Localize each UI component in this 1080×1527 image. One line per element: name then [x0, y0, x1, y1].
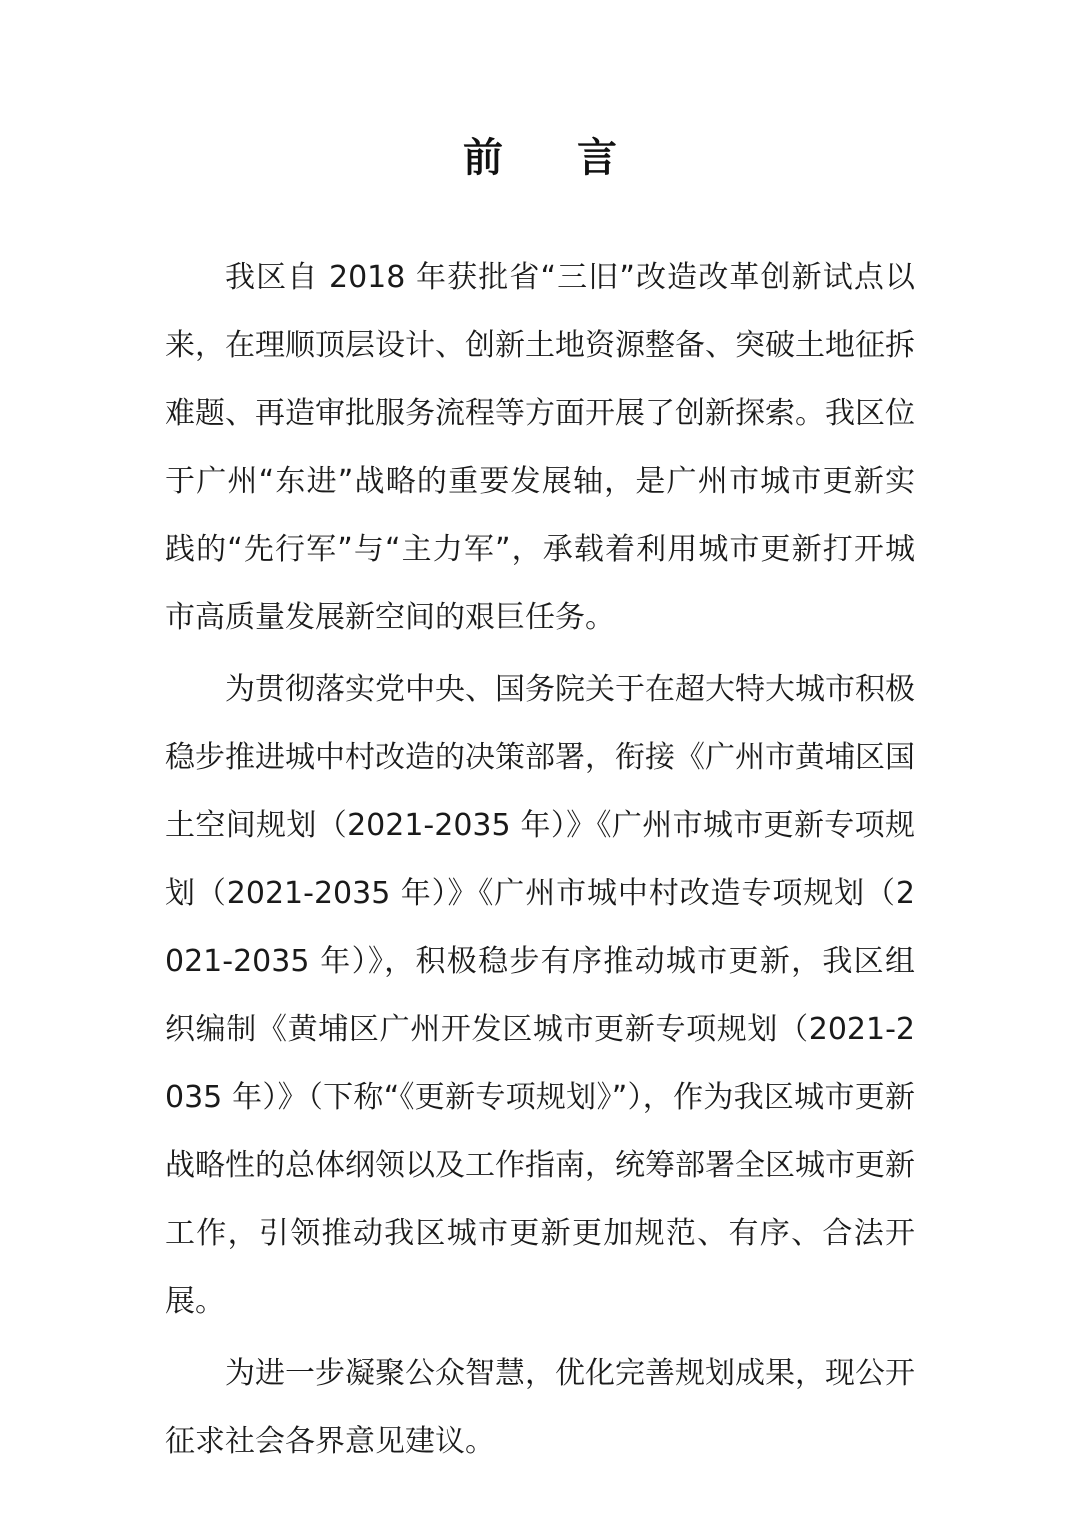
document-body: [165, 244, 915, 1480]
paragraph-planning: 为贯彻落实党中央、国务院关于在超大特大城市积极稳步推进城中村改造的决策部署，衔接《广州市黄埔区国土空间规划（2021-2035 年）》《广州市城市更新专项规划（2021-2035 年）》《广州市城中村改造专项规划（2021-2035 年）》，积极稳步有序推动城市更新，我区组织编制《黄埔区广州开发区城市更新专项规划（2021-2035 年）》（下称“《更新专项规划》”），作为我区城市更新战略性的总体纲领以及工作指南，统筹部署全区城市更新工作，引领推动我区城市更新更加规范、有序、合法开展。: [165, 672, 915, 1319]
paragraph-intro: 我区自 2018 年获批省“三旧”改造改革创新试点以来，在理顺顶层设计、创新土地资源整备、突破土地征拆难题、再造审批服务流程等方面开展了创新探索。我区位于广州“东进”战略的重要发展轴，是广州市城市更新实践的“先行军”与“主力军”，承载着利用城市更新打开城市高质量发展新空间的艰巨任务。: [165, 260, 915, 635]
paragraph-consultation: 为进一步凝聚公众智慧，优化完善规划成果，现公开征求社会各界意见建议。: [165, 1356, 915, 1459]
page-title: 前 言: [463, 134, 647, 181]
